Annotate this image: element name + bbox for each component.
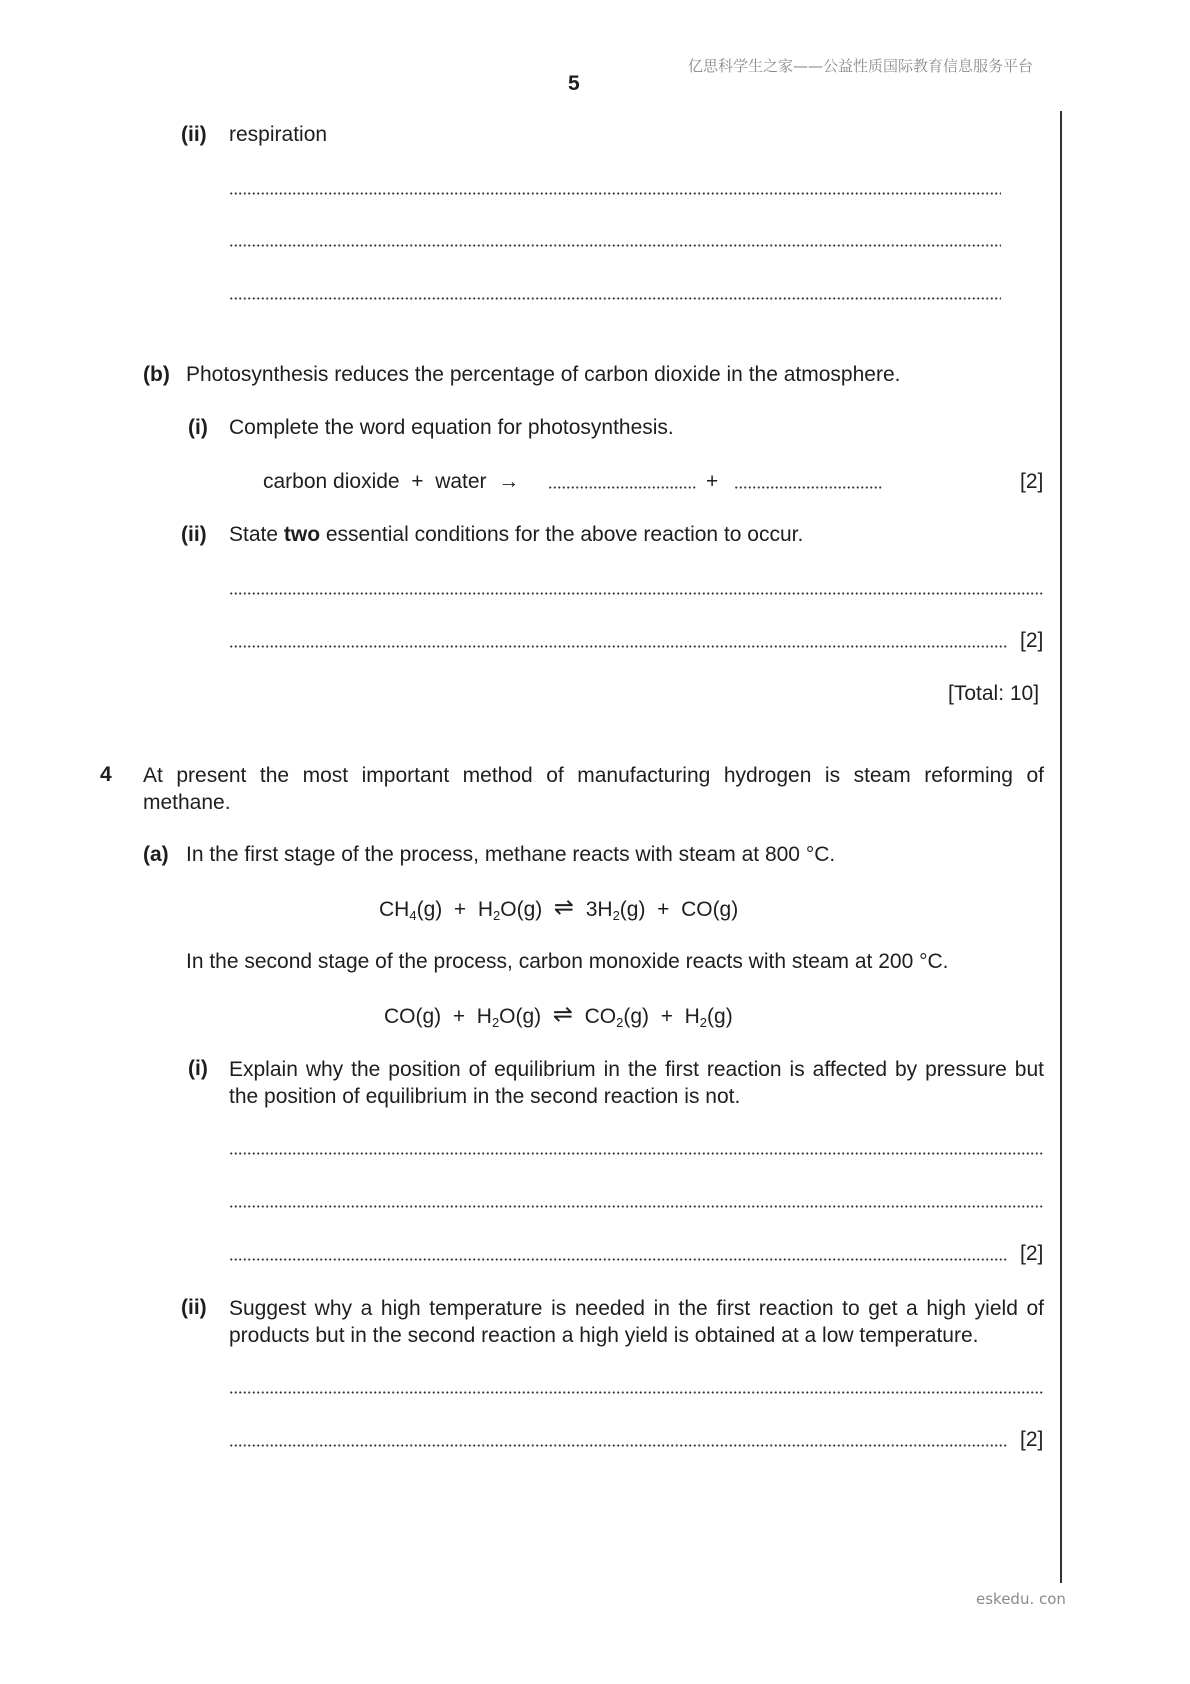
- q3b-ii-label: (ii): [181, 523, 207, 546]
- answer-line[interactable]: [229, 645, 1007, 648]
- q4a-text-1: In the first stage of the process, methane reacts with steam at 800 °C.: [186, 843, 836, 866]
- q3b-label: (b): [143, 363, 170, 386]
- word-equation-left: carbon dioxide + water →: [263, 470, 520, 493]
- product-1-blank[interactable]: [548, 486, 696, 489]
- q3a-ii-text: respiration: [229, 123, 328, 146]
- answer-line[interactable]: [229, 192, 1001, 195]
- equilibrium-arrow-icon: ⇌: [553, 894, 575, 921]
- equilibrium-arrow-icon: ⇌: [552, 1001, 573, 1028]
- word-equation-plus: +: [706, 470, 719, 493]
- watermark-bottom: eskedu. con: [976, 1590, 1066, 1608]
- answer-line[interactable]: [229, 592, 1043, 595]
- q4a-ii-label: (ii): [181, 1296, 207, 1319]
- q3a-ii-label: (ii): [181, 123, 207, 146]
- q3b-ii-text: State two essential conditions for the above reaction to occur.: [229, 523, 804, 546]
- equation-2: $CO(g) + H_2O(g)$ ⇌ $CO_2(g) + H_2(g)$: [384, 1001, 733, 1030]
- q4-number: 4: [100, 763, 112, 786]
- margin-line: [1060, 111, 1062, 1583]
- product-2-blank[interactable]: [734, 486, 882, 489]
- q3b-i-label: (i): [188, 416, 208, 439]
- q4a-i-text: Explain why the position of equilibrium in the first reaction is affected by pressure but the position of equilibrium in the second reaction is not.: [229, 1058, 1044, 1108]
- q4-intro: At present the most important method of manufacturing hydrogen is steam reforming of methane.: [143, 764, 1044, 814]
- q3b-text: Photosynthesis reduces the percentage of carbon dioxide in the atmosphere.: [186, 363, 901, 386]
- answer-line[interactable]: [229, 1444, 1007, 1447]
- equation-1: $CH_4(g) + H_2O(g)$ ⇌ $3H_2(g) + CO(g)$: [379, 894, 739, 923]
- marks: [2]: [1020, 629, 1044, 652]
- q4a-i-label: (i): [188, 1057, 208, 1080]
- answer-line[interactable]: [229, 297, 1001, 300]
- watermark-top: 亿思科学生之家——公益性质国际教育信息服务平台: [688, 57, 1034, 75]
- answer-line[interactable]: [229, 1152, 1043, 1155]
- marks: [2]: [1020, 1242, 1044, 1265]
- q4a-text-2: In the second stage of the process, carbon monoxide reacts with steam at 200 °C.: [186, 950, 949, 973]
- marks: [2]: [1020, 470, 1044, 493]
- q3b-i-text: Complete the word equation for photosynthesis.: [229, 416, 674, 439]
- answer-line[interactable]: [229, 1391, 1043, 1394]
- answer-line[interactable]: [229, 1205, 1043, 1208]
- question-total: [Total: 10]: [948, 682, 1040, 705]
- answer-line[interactable]: [229, 244, 1001, 247]
- q4a-label: (a): [143, 843, 169, 866]
- page-number: 5: [568, 72, 580, 95]
- marks: [2]: [1020, 1428, 1044, 1451]
- q4a-ii-text: Suggest why a high temperature is needed in the first reaction to get a high yield of products but in the second reaction a high yield is obtained at a low temperature.: [229, 1297, 1044, 1347]
- answer-line[interactable]: [229, 1258, 1007, 1261]
